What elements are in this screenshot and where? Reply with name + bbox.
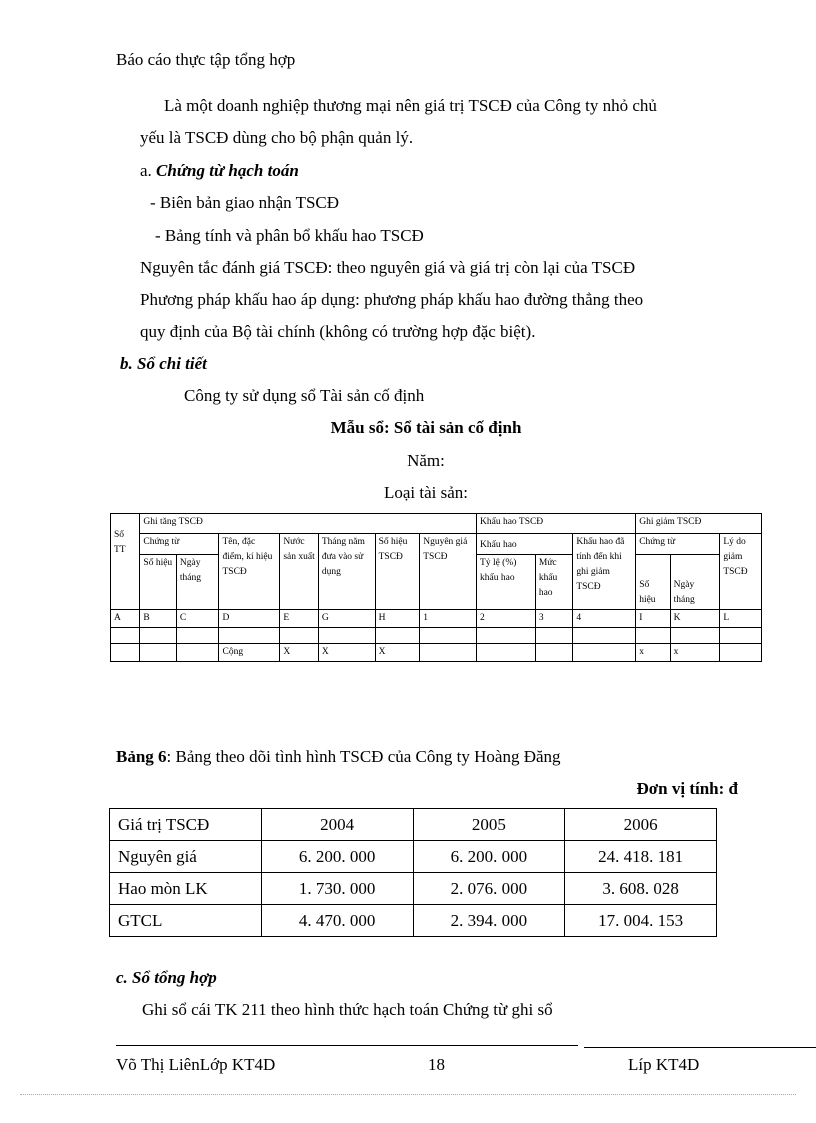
ledger-total-cell xyxy=(420,644,477,662)
ledger-ten-tscd: Tên, đặc điểm, kí hiệu TSCĐ xyxy=(219,534,280,610)
fixed-asset-ledger-table xyxy=(110,513,762,662)
ledger-total-cell xyxy=(573,644,636,662)
section-a-item-1: - Biên bản giao nhận TSCĐ xyxy=(150,193,340,212)
ledger-code: L xyxy=(720,610,762,628)
section-c-text: Ghi sổ cái TK 211 theo hình thức hạch toán Chứng từ ghi sổ xyxy=(142,1000,553,1019)
summary-cell: 6. 200. 000 xyxy=(261,841,413,873)
ledger-chung-tu-2: Chứng từ xyxy=(636,534,720,555)
ledger-ty-le: Tỷ lệ (%) khấu hao xyxy=(477,555,536,610)
ledger-code: K xyxy=(670,610,720,628)
section-a-title: Chứng từ hạch toán xyxy=(156,161,299,180)
summary-cell: 2. 394. 000 xyxy=(413,905,565,937)
ledger-total-cell: X xyxy=(375,644,420,662)
ledger-nguyen-gia: Nguyên giá TSCĐ xyxy=(420,534,477,610)
page-bottom-divider xyxy=(20,1094,796,1095)
ledger-code: G xyxy=(318,610,375,628)
section-a-heading xyxy=(140,161,299,181)
footer-page-number: 18 xyxy=(428,1055,445,1074)
summary-header: 2004 xyxy=(261,809,413,841)
ledger-empty-row xyxy=(111,628,762,644)
fixed-asset-summary-table xyxy=(109,808,717,937)
summary-cell: 4. 470. 000 xyxy=(261,905,413,937)
section-a-item-2: - Bảng tính và phân bổ khấu hao TSCĐ xyxy=(155,226,424,245)
ledger-muc: Mức khấu hao xyxy=(535,555,573,610)
summary-cell: Nguyên giá xyxy=(110,841,262,873)
section-a-label: a. xyxy=(140,161,152,180)
intro-line-1: Là một doanh nghiệp thương mại nên giá trị TSCĐ của Công ty nhỏ chủ xyxy=(164,96,657,115)
summary-cell: 24. 418. 181 xyxy=(565,841,717,873)
ledger-total-cell: X xyxy=(318,644,375,662)
form-title: Mẫu sổ: Sổ tài sản cố định xyxy=(330,418,522,437)
ledger-total-cell: X xyxy=(280,644,319,662)
ledger-khau-hao: Khấu hao TSCĐ xyxy=(477,514,636,534)
ledger-code: 1 xyxy=(420,610,477,628)
year-label: Năm: xyxy=(407,451,445,470)
ledger-khau-hao-sub: Khấu hao xyxy=(477,534,573,555)
summary-row-hao-mon xyxy=(110,873,717,905)
summary-header-row xyxy=(110,809,717,841)
ledger-code: C xyxy=(176,610,219,628)
ledger-ly-do: Lý do giảm TSCĐ xyxy=(720,534,762,610)
summary-cell: GTCL xyxy=(110,905,262,937)
ledger-code: I xyxy=(636,610,670,628)
ledger-header-row-1 xyxy=(111,514,762,534)
section-b-title: b. Sổ chi tiết xyxy=(120,354,207,373)
depreciation-method-2: quy định của Bộ tài chính (không có trường hợp đặc biệt). xyxy=(140,322,536,341)
summary-cell: Hao mòn LK xyxy=(110,873,262,905)
summary-row-gtcl xyxy=(110,905,717,937)
ledger-da-tinh: Khấu hao đã tính đến khi ghi giảm TSCĐ xyxy=(573,534,636,610)
asset-type-label: Loại tài sản: xyxy=(383,483,469,502)
depreciation-method-1: Phương pháp khấu hao áp dụng: phương pháp khấu hao đường thẳng theo xyxy=(140,290,644,309)
ledger-code: E xyxy=(280,610,319,628)
ledger-total-cell xyxy=(140,644,177,662)
ledger-code: H xyxy=(375,610,420,628)
section-b-text: Công ty sử dụng sổ Tài sản cố định xyxy=(184,386,425,405)
section-c-title: c. Sổ tổng hợp xyxy=(116,968,217,987)
ledger-total-cell xyxy=(720,644,762,662)
unit-label: Đơn vị tính: đ xyxy=(636,779,738,798)
ledger-total-cell xyxy=(176,644,219,662)
ledger-total-cell xyxy=(111,644,140,662)
intro-line-2: yếu là TSCĐ dùng cho bộ phận quản lý. xyxy=(140,128,414,147)
ledger-ghi-tang: Ghi tăng TSCĐ xyxy=(140,514,477,534)
ledger-ghi-giam: Ghi giảm TSCĐ xyxy=(636,514,762,534)
ledger-so-tt: Số TT xyxy=(111,514,140,610)
summary-row-nguyen-gia xyxy=(110,841,717,873)
summary-cell: 17. 004. 153 xyxy=(565,905,717,937)
ledger-total-cell: x xyxy=(636,644,670,662)
ledger-code: 4 xyxy=(573,610,636,628)
footer-rule-left xyxy=(116,1045,578,1046)
ledger-chung-tu: Chứng từ xyxy=(140,534,219,555)
summary-header: 2006 xyxy=(565,809,717,841)
page-header: Báo cáo thực tập tổng hợp xyxy=(116,50,296,69)
summary-header: Giá trị TSCĐ xyxy=(110,809,262,841)
table-6-label: Bảng 6 xyxy=(116,747,167,766)
ledger-code: A xyxy=(111,610,140,628)
valuation-principle: Nguyên tắc đánh giá TSCĐ: theo nguyên giá và giá trị còn lại của TSCĐ xyxy=(140,258,636,277)
table-6-caption-text: : Bảng theo dõi tình hình TSCĐ của Công ty Hoàng Đăng xyxy=(166,747,561,766)
summary-cell: 6. 200. 000 xyxy=(413,841,565,873)
summary-cell: 3. 608. 028 xyxy=(565,873,717,905)
ledger-header-row-2 xyxy=(111,534,762,555)
ledger-total-row xyxy=(111,644,762,662)
footer-rule-right xyxy=(584,1047,816,1048)
footer-author: Võ Thị LiênLớp KT4D xyxy=(116,1055,276,1074)
ledger-code: 3 xyxy=(535,610,573,628)
ledger-so-hieu-2: Số hiệu xyxy=(636,555,670,610)
ledger-code-row xyxy=(111,610,762,628)
ledger-code: D xyxy=(219,610,280,628)
ledger-so-hieu-tscd: Số hiệu TSCĐ xyxy=(375,534,420,610)
summary-cell: 1. 730. 000 xyxy=(261,873,413,905)
ledger-thang-nam: Tháng năm đưa vào sử dụng xyxy=(318,534,375,610)
ledger-code: B xyxy=(140,610,177,628)
ledger-total-cell: x xyxy=(670,644,720,662)
footer-class: Líp KT4D xyxy=(628,1055,700,1074)
summary-header: 2005 xyxy=(413,809,565,841)
ledger-code: 2 xyxy=(477,610,536,628)
ledger-total-cell: Cộng xyxy=(219,644,280,662)
ledger-ngay-thang-2: Ngày tháng xyxy=(670,555,720,610)
ledger-total-cell xyxy=(477,644,536,662)
ledger-total-cell xyxy=(535,644,573,662)
summary-cell: 2. 076. 000 xyxy=(413,873,565,905)
ledger-ngay-thang: Ngày tháng xyxy=(176,555,219,610)
ledger-nuoc-sx: Nước sản xuất xyxy=(280,534,319,610)
ledger-so-hieu: Số hiệu xyxy=(140,555,177,610)
table-6-caption xyxy=(116,747,561,767)
